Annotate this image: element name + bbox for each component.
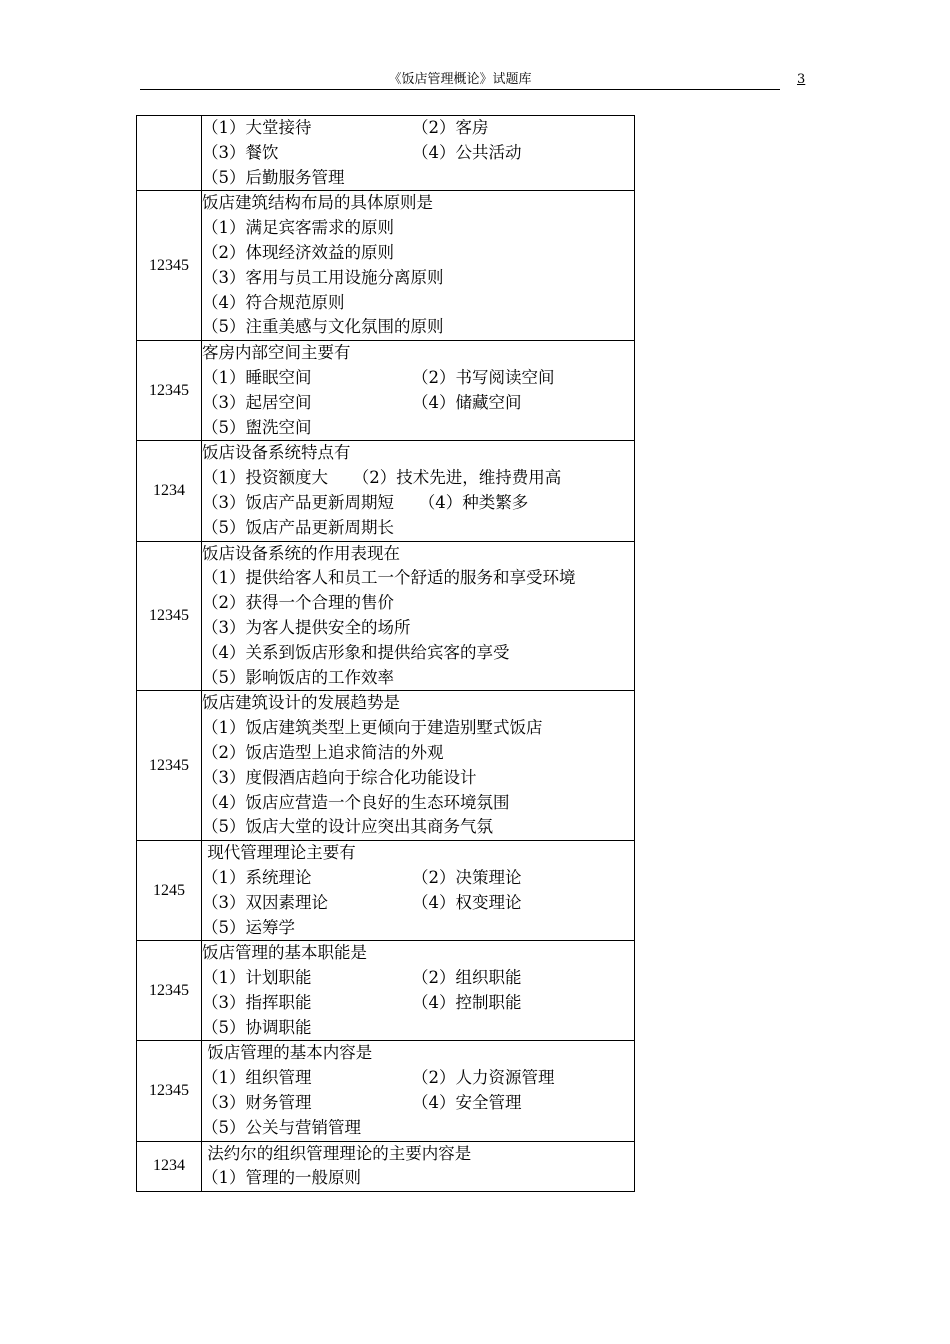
option-text: （3）度假酒店趋向于综合化功能设计 xyxy=(202,767,477,787)
answer-cell: 12345 xyxy=(137,941,202,1041)
table-row xyxy=(137,691,635,841)
page-number: 3 xyxy=(797,72,806,87)
option-line xyxy=(202,391,634,416)
option-text: （4）储藏空间 xyxy=(412,392,522,412)
option-text: （5）运筹学 xyxy=(202,917,295,937)
option-text: （1）饭店建筑类型上更倾向于建造别墅式饭店 xyxy=(202,718,543,738)
option-line xyxy=(202,891,634,916)
question-cell xyxy=(202,541,635,691)
option-line xyxy=(202,866,634,891)
option-text: （3）指挥职能 xyxy=(202,992,312,1012)
option-text: （2）客房 xyxy=(412,118,489,137)
option-text: （1）投资额度大 （2）技术先进，维持费用高 xyxy=(202,468,562,488)
answer-cell: 1234 xyxy=(137,441,202,541)
question-cell xyxy=(202,941,635,1041)
option-line xyxy=(202,1066,634,1091)
option-text: （2）体现经济效益的原则 xyxy=(202,242,394,262)
question-cell xyxy=(202,841,635,941)
question-cell xyxy=(202,116,635,191)
option-text: （4）饭店应营造一个良好的生态环境氛围 xyxy=(202,792,510,812)
option-text: （1）满足宾客需求的原则 xyxy=(202,218,394,238)
option-text: （3）双因素理论 xyxy=(202,892,328,912)
answer-cell: 12345 xyxy=(137,541,202,691)
table-row xyxy=(137,191,635,341)
option-text: （5）饭店产品更新周期长 xyxy=(202,517,394,537)
table-row xyxy=(137,441,635,541)
answer-cell xyxy=(137,116,202,191)
option-text: （5）注重美感与文化氛围的原则 xyxy=(202,317,444,337)
header-title: 《饭店管理概论》试题库 xyxy=(388,72,532,87)
option-text: （1）提供给客人和员工一个舒适的服务和享受环境 xyxy=(202,568,576,588)
option-text: （2）人力资源管理 xyxy=(412,1068,555,1088)
question-table xyxy=(136,115,635,1192)
question-text: 饭店建筑设计的发展趋势是 xyxy=(202,693,400,713)
option-text: （2）饭店造型上追求简洁的外观 xyxy=(202,742,444,762)
question-cell xyxy=(202,1041,635,1141)
answer-cell: 12345 xyxy=(137,691,202,841)
question-cell xyxy=(202,1141,635,1192)
answer-cell: 1245 xyxy=(137,841,202,941)
option-line xyxy=(202,116,634,141)
table-row xyxy=(137,1141,635,1192)
option-text: （3）客用与员工用设施分离原则 xyxy=(202,267,444,287)
option-text: （2）决策理论 xyxy=(412,867,522,887)
option-text: （5）饭店大堂的设计应突出其商务气氛 xyxy=(202,817,493,837)
option-text: （1）大堂接待 xyxy=(202,118,312,137)
answer-cell: 1234 xyxy=(137,1141,202,1192)
option-text: （1）组织管理 xyxy=(202,1068,312,1088)
question-text: 客房内部空间主要有 xyxy=(202,343,351,363)
option-text: （2）获得一个合理的售价 xyxy=(202,593,394,613)
option-line xyxy=(202,991,634,1016)
option-text: （3）财务管理 xyxy=(202,1093,312,1113)
question-text: 饭店设备系统的作用表现在 xyxy=(202,543,400,563)
option-text: （5）协调职能 xyxy=(202,1017,312,1037)
table-row xyxy=(137,116,635,191)
answer-cell: 12345 xyxy=(137,341,202,441)
question-text: 饭店管理的基本内容是 xyxy=(202,1043,373,1063)
question-text: 饭店管理的基本职能是 xyxy=(202,943,367,963)
table-row xyxy=(137,1041,635,1141)
option-text: （4）控制职能 xyxy=(412,992,522,1012)
option-text: （4）权变理论 xyxy=(412,892,522,912)
table-row xyxy=(137,341,635,441)
option-text: （3）饭店产品更新周期短 （4）种类繁多 xyxy=(202,492,529,512)
option-line xyxy=(202,366,634,391)
option-line xyxy=(202,966,634,991)
option-text: （5）盥洗空间 xyxy=(202,417,312,437)
question-cell xyxy=(202,191,635,341)
question-cell xyxy=(202,341,635,441)
option-text: （3）为客人提供安全的场所 xyxy=(202,617,411,637)
question-cell xyxy=(202,691,635,841)
option-text: （3）起居空间 xyxy=(202,392,312,412)
question-text: 饭店设备系统特点有 xyxy=(202,443,351,463)
option-text: （2）书写阅读空间 xyxy=(412,367,555,387)
question-text: 饭店建筑结构布局的具体原则是 xyxy=(202,193,433,213)
option-line xyxy=(202,141,634,166)
option-text: （2）组织职能 xyxy=(412,968,522,988)
page-header xyxy=(140,72,780,90)
question-cell xyxy=(202,441,635,541)
answer-cell: 12345 xyxy=(137,191,202,341)
answer-cell: 12345 xyxy=(137,1041,202,1141)
question-text: 现代管理理论主要有 xyxy=(202,843,356,863)
table-row xyxy=(137,541,635,691)
option-text: （3）餐饮 xyxy=(202,142,279,162)
option-text: （1）计划职能 xyxy=(202,968,312,988)
table-row xyxy=(137,941,635,1041)
question-text: 法约尔的组织管理理论的主要内容是 xyxy=(202,1143,472,1163)
option-text: （4）公共活动 xyxy=(412,142,522,162)
option-text: （5）公关与营销管理 xyxy=(202,1117,361,1137)
option-text: （1）系统理论 xyxy=(202,867,312,887)
option-text: （4）安全管理 xyxy=(412,1093,522,1113)
table-row xyxy=(137,841,635,941)
option-text: （1）睡眠空间 xyxy=(202,367,312,387)
option-text: （5）后勤服务管理 xyxy=(202,167,345,187)
option-line xyxy=(202,1091,634,1116)
option-text: （5）影响饭店的工作效率 xyxy=(202,667,394,687)
option-text: （1）管理的一般原则 xyxy=(202,1168,361,1188)
option-text: （4）关系到饭店形象和提供给宾客的享受 xyxy=(202,642,510,662)
option-text: （4）符合规范原则 xyxy=(202,292,345,312)
